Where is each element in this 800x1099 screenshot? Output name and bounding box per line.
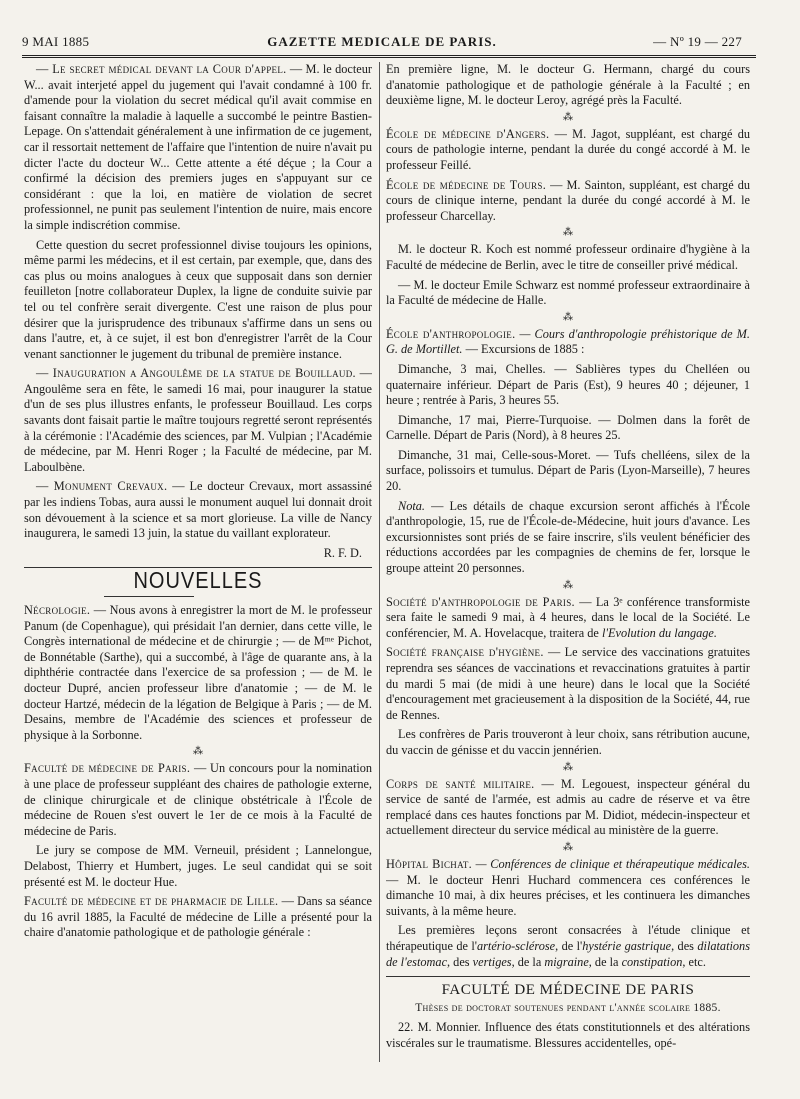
article-title: — Monument Crevaux.: [36, 479, 168, 494]
text-emphasis: migraine: [544, 954, 589, 969]
divider: [104, 596, 194, 597]
header-title: GAZETTE MEDICALE DE PARIS.: [267, 34, 497, 49]
article-emphasis: — Cours d'anthropologie préhistorique de M. G. de Mortillet.: [386, 326, 750, 357]
article-emphasis: — Conférences de clinique et thérapeutique médicales.: [472, 856, 750, 871]
article-title: École d'anthropologie.: [386, 326, 516, 341]
signature: R. F. D.: [323, 545, 362, 560]
article-text: — M. Sainton, suppléant, est chargé du cours de clinique interne, pendant la durée du congé accordé à M. le professeur Charcellay.: [386, 177, 750, 223]
article-text: — M. Jagot, suppléant, est chargé du cours de pathologie interne, pendant la durée du congé accordé à M. le professeur Feillé.: [386, 126, 750, 172]
asterism: ⁂: [563, 761, 573, 773]
column-separator: [379, 62, 380, 1062]
excursion-item: Dimanche, 3 mai, Chelles. — Sablières types du Chelléen ou quaternaire inférieur. Départ de Paris (Est), 9 heures 40 ; déjeuner, 1 heure ; rentrée à Paris, 3 heures 55.: [386, 361, 750, 408]
article-text: — La 3ᵉ conférence transformiste sera faite le samedi 9 mai, à 4 heures, dans le local de la Société. Le conférencier, M. A. Hovelacque, traitera de: [386, 594, 750, 640]
article-anthropologie: [386, 327, 750, 358]
text-emphasis: artério-sclérose: [477, 938, 556, 953]
header-date: 9 MAI 1885: [22, 34, 90, 49]
article-title: Nécrologie.: [24, 603, 91, 617]
asterism: ⁂: [563, 111, 573, 123]
asterism: ⁂: [193, 746, 203, 758]
article-nota: [386, 499, 750, 577]
excursion-item: Dimanche, 31 mai, Celle-sous-Moret. — Tufs chelléens, silex de la surface, polissoirs et tumulus. Départ de Paris (Lyon-Marseille), 7 heures 20.: [386, 447, 750, 494]
article-text: — M. le docteur W... avait interjeté appel du jugement qui l'avait condamné à 100 fr. d'amende pour la violation du secret médical qu'il avait commise en faisant connaître la maladie à laquelle a succombé le peintre Bastien-Lepage. On s'attendait généralement à une infirmation de ce jugement, car il ressortait nettement de l'affaire que l'intention de nuire n'avait pu dicter l'acte du docteur W... Cette attente a été déçue ; la Cour a confirmé la décision des premiers juges en s'appuyant sur ce considérant : que la loi, en matière de violation de secret professionnel, ne punit pas seulement l'intention de nuire, mais encore la simple indiscrétion commise.: [24, 62, 372, 232]
text-emphasis: constipation: [621, 954, 683, 969]
article-bouillaud: [24, 366, 372, 475]
section-title-nouvelles: NOUVELLES: [133, 568, 263, 594]
text-run: , de la: [511, 954, 545, 969]
article-title: Hôpital Bichat.: [386, 856, 473, 871]
article-bichat: [386, 857, 750, 919]
text-emphasis: vertiges: [472, 954, 512, 969]
article-text: — Un concours pour la nomination à une place de professeur suppléant des chaires de pathologie externe, de clinique chirurgicale et de clinique obstétricale à l'École de médecine de Rouen s'est ouvert le 1er de ce mois à la Faculté de médecine de Paris.: [24, 761, 372, 838]
text-run: , de la: [588, 954, 622, 969]
article-emphasis: l'Evolution du langage.: [601, 625, 717, 640]
article-title: École de médecine de Tours.: [386, 177, 547, 192]
left-column: [24, 62, 372, 1092]
asterism: ⁂: [563, 227, 573, 239]
article-faculte-lille: [24, 894, 372, 941]
article-text: — Nous avons à enregistrer la mort de M. le professeur Panum (de Copenhague), qui présidait l'an dernier, dans cette ville, le Congrès international de médecine et de chirurgie ; — de Mᵐᵉ Pichot, de Bonnétable (Sarthe), qui a succombé, à l'âge de quarante ans, à la diphthérie contractée dans l'exercice de sa profession ; — de M. le docteur Dupré, ancien professeur libre d'anatomie ; — de M. le docteur Hartzé, médecin de la légation de Belgique à Paris ; — de M. Desains, membre de l'Académie des sciences et professeur de physique à la Sorbonne.: [24, 603, 372, 742]
article-title: Société française d'hygiène.: [386, 645, 544, 660]
article-text: — Dans sa séance du 16 avril 1885, la Faculté de médecine de Lille a présenté pour la chaire d'anatomie pathologique et de pathologie générale :: [24, 894, 372, 940]
article-text: — Le service des vaccinations gratuites reprendra ses séances de vaccinations et revaccinations gratuites à partir du mardi 5 mai (de midi à une heure) dans le local que la Société d'encouragement met gracieusement à la disposition de la Société, 44, rue de Rennes.: [386, 645, 750, 722]
text-run: , des: [447, 954, 473, 969]
article-title: Corps de santé militaire.: [386, 776, 535, 791]
right-column: [386, 62, 750, 1092]
article-emphasis: Nota.: [398, 498, 425, 513]
article-sante-militaire: [386, 777, 750, 839]
article-text: — Les détails de chaque excursion seront affichés à l'École d'anthropologie, 15, rue de l'École-de-Médecine, huit jours d'avance. Les excursionnistes sont priés de se faire inscrire, s'ils veulent bénéficier des réductions accordées par les compagnies de chemins de fer, lorsque le groupe atteint 20 personnes.: [386, 498, 750, 576]
article-title: Faculté de médecine et de pharmacie de Lille.: [24, 894, 279, 909]
asterism: ⁂: [563, 311, 573, 323]
article-angers: [386, 127, 750, 174]
article-title: École de médecine d'Angers.: [386, 126, 550, 141]
article-societe-anthropologie: [386, 595, 750, 642]
article-text: — Excursions de 1885 :: [462, 342, 585, 357]
text-run: , etc.: [682, 954, 706, 969]
article-schwarz: — M. le docteur Emile Schwarz est nommé professeur extraordinaire à la Faculté de médecine de Halle.: [386, 277, 750, 308]
article-paragraph: [386, 923, 750, 970]
article-title: Société d'anthropologie de Paris.: [386, 594, 575, 609]
article-paragraph: Le jury se compose de MM. Verneuil, président ; Lannelongue, Delabost, Thierry et Humbert, juges. Le seul candidat qui se soit présenté est M. le docteur Hue.: [24, 843, 372, 889]
article-secret-medical: [24, 62, 372, 234]
article-necrologie: [24, 603, 372, 743]
article-koch: M. le docteur R. Koch est nommé professeur ordinaire d'hygiène à la Faculté de médecine de Berlin, avec le titre de conseiller privé médical.: [386, 242, 750, 272]
article-paragraph: En première ligne, M. le docteur G. Hermann, chargé du cours d'anatomie pathologique et de pathologie générale à la Faculté ; en deuxième ligne, M. le docteur Leroy, agrégé près la Faculté.: [386, 62, 750, 108]
article-title: — Inauguration a Angoulême de la statue de Bouillaud.: [36, 366, 356, 381]
text-emphasis: dilatations de l'estomac: [386, 938, 750, 969]
text-run: , de l': [555, 938, 583, 953]
article-hygiene: [386, 645, 750, 723]
header-rule: [22, 55, 756, 58]
text-emphasis: hystérie gastrique: [582, 938, 672, 953]
article-faculte-paris: [24, 761, 372, 839]
section-subtitle: Thèses de doctorat soutenues pendant l'année scolaire 1885.: [415, 1001, 721, 1014]
page-header: [22, 34, 742, 52]
article-tours: [386, 178, 750, 225]
text-run: , des: [671, 938, 698, 953]
article-text: — M. Legouest, inspecteur général du service de santé de l'armée, est admis au cadre de réserve et va être remplacé dans ces hautes fonctions par M. Didiot, médecin-inspecteur et actuellement directeur du service médical au ministère de la guerre.: [386, 776, 750, 838]
section-title-faculte: FACULTÉ DE MÉDECINE DE PARIS: [441, 982, 695, 999]
article-text: — M. le docteur Henri Huchard commencera ces conférences le dimanche 10 mai, à dix heures précises, et les continuera les dimanches suivants, à la même heure.: [386, 872, 750, 918]
article-crevaux: [24, 479, 372, 541]
thesis-item: 22. M. Monnier. Influence des états constitutionnels et des altérations viscérales sur le traumatisme. Blessures accidentelles, opé-: [386, 1020, 750, 1050]
asterism: ⁂: [563, 841, 573, 853]
excursion-item: Dimanche, 17 mai, Pierre-Turquoise. — Dolmen dans la forêt de Carnelle. Départ de Paris (Nord), à 8 heures 25.: [386, 412, 750, 443]
article-paragraph: Cette question du secret professionnel divise toujours les opinions, même parmi les médecins, et il est certain, par exemple, que, dans des cas plus ou moins analogues à ceux que supposait dans son dernier feuilleton [notre collaborateur Duplex, la ligne de conduite suivie par tel ou tel confrère serait divergente. C'est une raison de plus pour désirer que la jurisprudence des tribunaux s'affirme dans un sens ou dans l'autre, et, à ce sujet, il est bon d'enregistrer l'arrêt de la Cour venant sanctionner le jugement du tribunal de première instance.: [24, 237, 372, 361]
text-run: Les premières leçons seront consacrées à l'étude clinique et thérapeutique de l': [386, 923, 750, 953]
header-issue: — Nº 19 — 227: [653, 34, 742, 49]
article-text: — Le docteur Crevaux, mort assassiné par les indiens Tobas, aura aussi le monument auquel lui donnait droit son dévouement à la science et sa mort glorieuse. La ville de Nancy inaugurera, le samedi 13 juin, la statue du vaillant explorateur.: [24, 479, 372, 541]
asterism: ⁂: [563, 579, 573, 591]
article-title: Faculté de médecine de Paris.: [24, 761, 191, 776]
article-title: — Le secret médical devant la Cour d'appel.: [36, 62, 287, 76]
article-paragraph: Les confrères de Paris trouveront à leur choix, sans rétribution aucune, du vaccin de génisse et du vaccin jennérien.: [386, 727, 750, 757]
divider: [386, 976, 750, 977]
article-text: — Angoulême sera en fête, le samedi 16 mai, pour inaugurer la statue d'un de ses plus illustres enfants, le professeur Bouillaud. Les corps savants dont faisait partie le maître toujours regretté seront représentés à la cérémonie : l'Académie des sciences, par M. Vulpian ; l'Académie de médecine, par M. Henri Roger ; la Faculté de médecine, par M. Laboulbène.: [24, 366, 372, 474]
